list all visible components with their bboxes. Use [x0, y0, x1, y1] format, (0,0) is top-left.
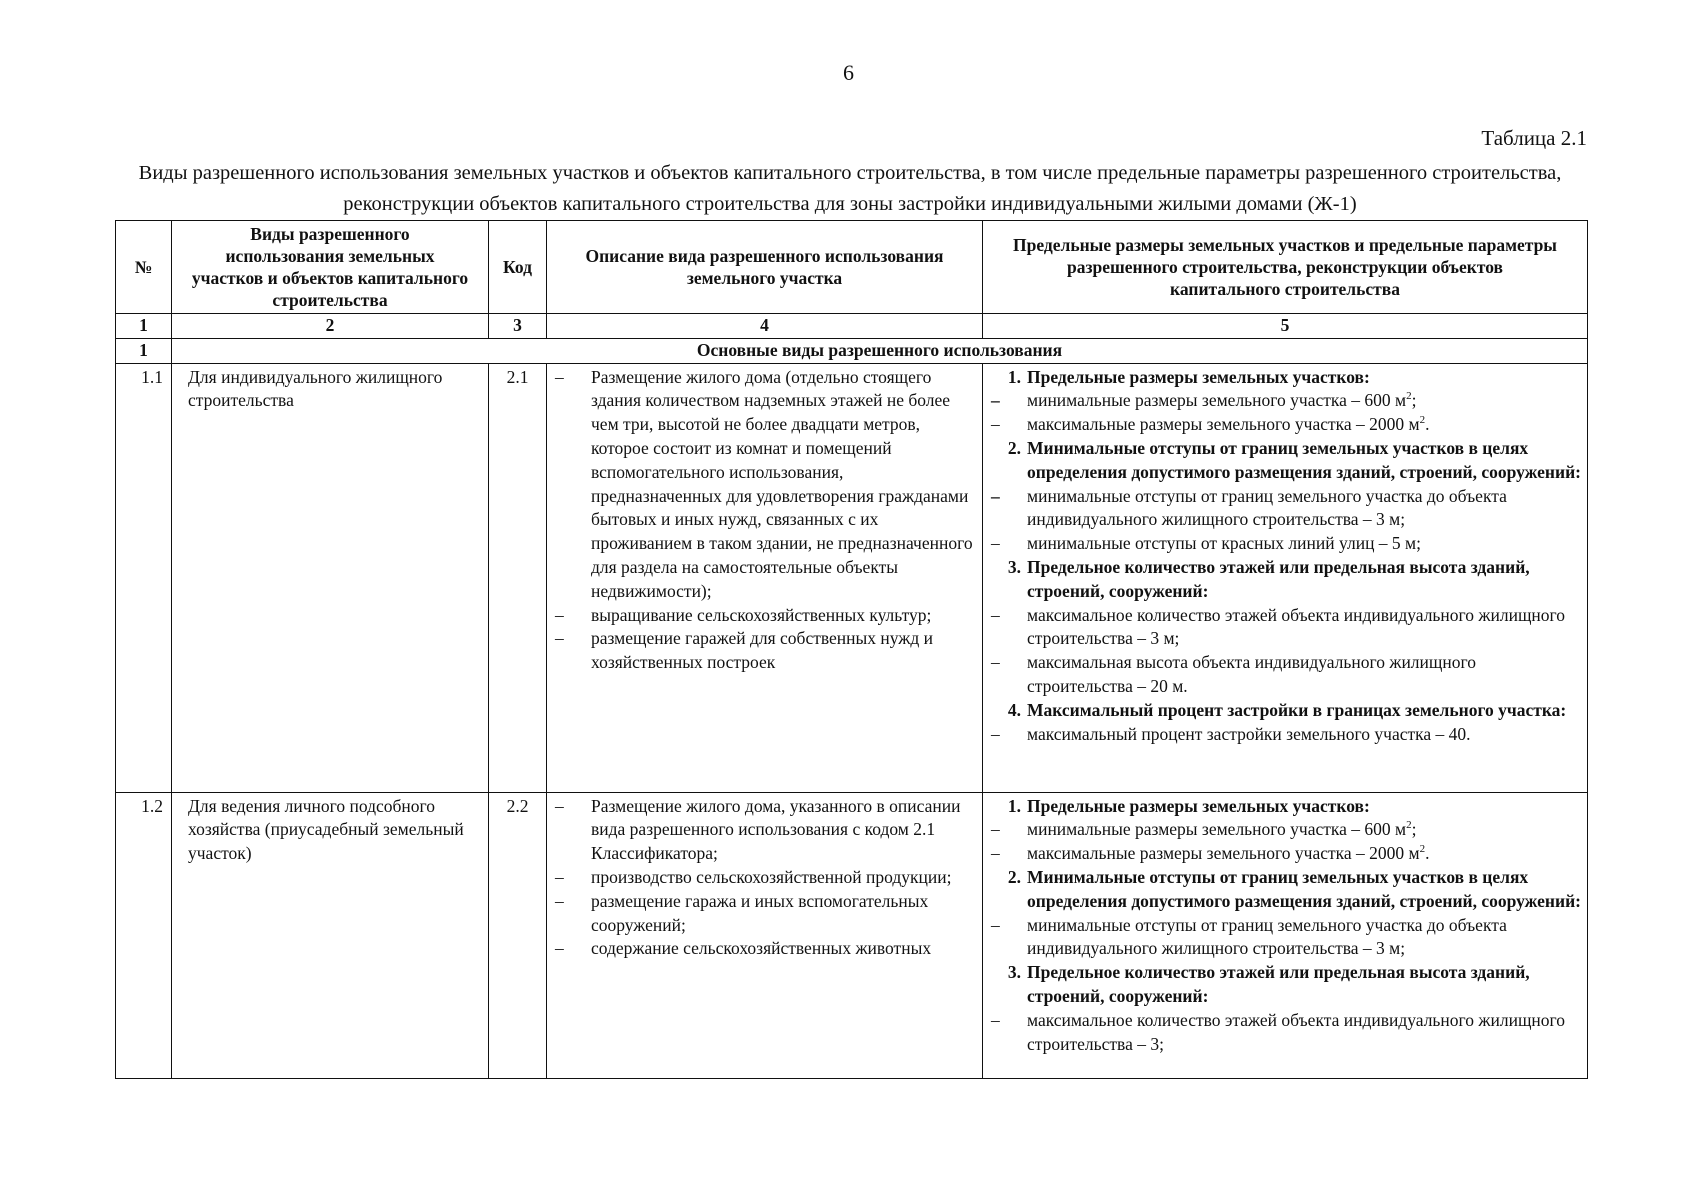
row-number: 1.1: [116, 363, 172, 792]
row-use-type: Для индивидуального жилищного строительства: [172, 363, 489, 792]
dash-marker: –: [555, 366, 564, 387]
description-item: – размещение гаража и иных вспомогательных сооружений;: [555, 890, 976, 938]
param-heading: 2. Минимальные отступы от границ земельных участков в целях определения допустимого размещения зданий, строений, сооружений:: [1007, 437, 1581, 482]
col-number: 5: [983, 314, 1588, 339]
param-heading: 3. Предельное количество этажей или предельная высота зданий, строений, сооружений:: [1007, 962, 1530, 1006]
dash-marker: –: [555, 890, 564, 911]
param-heading: 1. Предельные размеры земельных участков:: [1007, 795, 1370, 816]
header-no: №: [116, 221, 172, 314]
header-params: Предельные размеры земельных участков и предельные параметры разрешенного строительства, реконструкции объектов капитального строительства: [983, 221, 1588, 314]
section-title: Основные виды разрешенного использования: [172, 338, 1588, 363]
table-title: Виды разрешенного использования земельных участков и объектов капитального строительства, в том числе предельные параметры разрешенного строительства, реконструкции объектов капитального строительства для зоны застройки индивидуальными жилыми домами (Ж-1): [138, 162, 1562, 215]
param-item: – максимальное количество этажей объекта индивидуального жилищного строительства – 3;: [991, 1009, 1566, 1054]
description-item: – размещение гаражей для собственных нужд и хозяйственных построек: [555, 627, 976, 675]
dash-marker: –: [555, 866, 564, 887]
table-row: [116, 363, 1588, 792]
dash-marker: –: [555, 604, 564, 625]
header-row: [116, 221, 1588, 314]
param-item: – максимальные размеры земельного участка – 2000 $м^2$.: [991, 843, 1430, 864]
row-code: 2.2: [489, 792, 547, 1078]
column-number-row: [116, 314, 1588, 339]
param-item: – минимальные размеры земельного участка – 600 $м^2$;: [991, 390, 1417, 411]
section-row: [116, 338, 1588, 363]
dash-marker: –: [555, 938, 564, 959]
dash-marker: –: [555, 628, 564, 649]
param-item: – минимальные отступы от границ земельного участка до объекта индивидуального жилищного строительства – 3 м;: [991, 485, 1507, 530]
col-number: 3: [489, 314, 547, 339]
land-use-table: [115, 220, 1588, 1079]
param-heading: 4. Максимальный процент застройки в границах земельного участка:: [1007, 699, 1567, 720]
row-parameters: [983, 792, 1588, 1078]
row-code: 2.1: [489, 363, 547, 792]
param-item: – минимальные отступы от границ земельного участка до объекта индивидуального жилищного строительства – 3 м;: [991, 914, 1507, 959]
param-item: – минимальные отступы от красных линий улиц – 5 м;: [991, 533, 1421, 554]
description-item: – Размещение жилого дома, указанного в описании вида разрешенного использования с кодом 2.1 Классификатора;: [555, 795, 976, 866]
table-label: Таблица 2.1: [1481, 126, 1587, 150]
row-description: [547, 363, 983, 792]
page-number: 6: [843, 60, 854, 85]
header-type: Виды разрешенного использования земельных участков и объектов капитального строительства: [172, 221, 489, 314]
param-item: – максимальное количество этажей объекта индивидуального жилищного строительства – 3 м;: [991, 604, 1566, 649]
param-item: – максимальные размеры земельного участка – 2000 $м^2$.: [991, 414, 1430, 435]
row-description: [547, 792, 983, 1078]
param-item: – максимальная высота объекта индивидуального жилищного строительства – 20 м.: [991, 652, 1476, 696]
param-item: – минимальные размеры земельного участка – 600 $м^2$;: [991, 819, 1417, 840]
col-number: 2: [172, 314, 489, 339]
header-desc: Описание вида разрешенного использования земельного участка: [547, 221, 983, 314]
dash-marker: –: [555, 795, 564, 816]
header-code: Код: [489, 221, 547, 314]
col-number: 1: [116, 314, 172, 339]
section-number: 1: [116, 338, 172, 363]
description-item: – выращивание сельскохозяйственных культур;: [555, 604, 976, 628]
param-item: – максимальный процент застройки земельного участка – 40.: [991, 723, 1471, 744]
param-heading: 3. Предельное количество этажей или предельная высота зданий, строений, сооружений:: [1007, 556, 1530, 601]
description-item: – содержание сельскохозяйственных животных: [555, 937, 976, 961]
row-use-type: Для ведения личного подсобного хозяйства (приусадебный земельный участок): [172, 792, 489, 1078]
table-row: [116, 792, 1588, 1078]
param-heading: 2. Минимальные отступы от границ земельных участков в целях определения допустимого размещения зданий, строений, сооружений:: [1007, 866, 1581, 911]
description-item: – Размещение жилого дома (отдельно стоящего здания количеством надземных этажей не более чем три, высотой не более двадцати метров, которое состоит из комнат и помещений вспомогательного использования, предназначенных для удовлетворения гражданами бытовых и иных нужд, связанных с их проживанием в таком здании, не предназначенного для раздела на самостоятельные объекты недвижимости);: [555, 366, 976, 604]
row-number: 1.2: [116, 792, 172, 1078]
param-heading: 1. Предельные размеры земельных участков:: [1007, 366, 1370, 387]
description-item: – производство сельскохозяйственной продукции;: [555, 866, 976, 890]
col-number: 4: [547, 314, 983, 339]
row-parameters: [983, 363, 1588, 792]
